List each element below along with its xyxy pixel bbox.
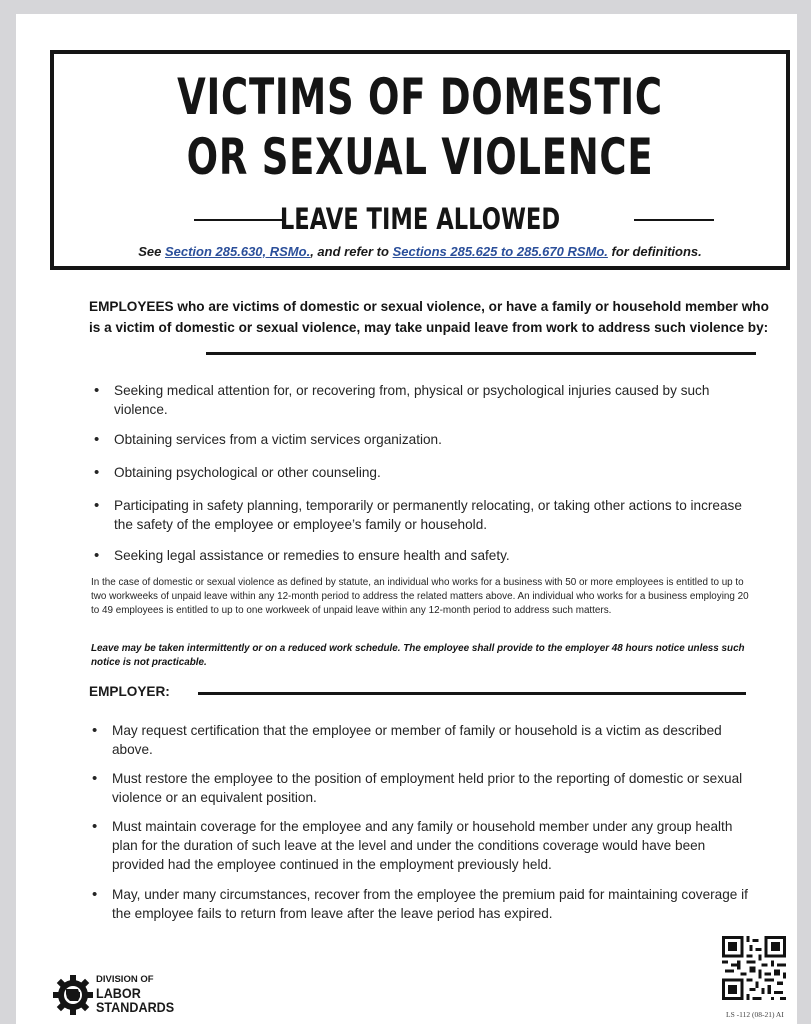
sections-link-285-625-670[interactable]: Sections 285.625 to 285.670 RSMo. [392, 244, 608, 259]
list-item: • Must restore the employee to the position of employment held prior to the reporting of domestic or sexual violence or an equivalent position. [92, 769, 757, 807]
list-item: • Participating in safety planning, temporarily or permanently relocating, or taking other actions to increase the safety of the employee or employee’s family or household. [94, 496, 754, 534]
poster-page [16, 14, 797, 1024]
employees-intro: EMPLOYEES who are victims of domestic or sexual violence, or have a family or household member who is a victim of domestic or sexual violence, may take unpaid leave from work to address such violence by: [89, 299, 769, 335]
list-item: • Obtaining psychological or other counseling. [94, 463, 754, 482]
see-prefix: See [138, 244, 165, 259]
see-middle: , and refer to [310, 244, 393, 259]
employee-leave-reasons [94, 381, 754, 565]
list-item: • May request certification that the employee or member of family or household is a victim as described above. [92, 721, 757, 759]
list-item: • Obtaining services from a victim services organization. [94, 430, 754, 449]
see-suffix: for definitions. [607, 244, 702, 259]
subtitle-row [54, 202, 786, 236]
employer-rule [198, 692, 746, 695]
intro-rule [206, 352, 756, 355]
subtitle: LEAVE TIME ALLOWED [279, 202, 561, 236]
logo-standards: STANDARDS [96, 999, 175, 1015]
division-of-labor-standards-logo [52, 974, 212, 1024]
title-line-1: VICTIMS OF DOMESTIC [177, 68, 663, 126]
form-code: LS -112 (08-21) AI [726, 1010, 784, 1019]
logo-labor: LABOR [96, 985, 141, 1001]
section-link-285-630[interactable]: Section 285.630, RSMo. [164, 244, 311, 259]
title-line-2: OR SEXUAL VIOLENCE [186, 128, 654, 186]
list-item: • May, under many circumstances, recover from the employee the premium paid for maintaining coverage if the employee fails to return from leave after the leave period has expired. [92, 885, 757, 923]
subtitle-rule-right [634, 219, 714, 221]
notice-requirement: Leave may be taken intermittently or on a reduced work schedule. The employee shall provide to the employer 48 hours notice unless such notice is not practicable. [91, 643, 745, 668]
logo-labor-standards [96, 986, 174, 1014]
entitlement-fine-print: In the case of domestic or sexual violence as defined by statute, an individual who works for a business with 50 or more employees is entitled to up to two workweeks of unpaid leave within any 12-month period to address the related matters above. An individual who works for a business employing 20 to 49 employees is entitled to up to one workweek of unpaid leave within any 12-month period to address such matters. [91, 577, 749, 616]
qr-code-icon [722, 936, 786, 1000]
list-item: • Seeking legal assistance or remedies to ensure health and safety. [94, 546, 754, 565]
list-item: • Seeking medical attention for, or recovering from, physical or psychological injuries caused by such violence. [94, 381, 754, 419]
title-box [50, 50, 790, 270]
logo-division-of: DIVISION OF [96, 974, 154, 985]
employer-heading: EMPLOYER: [89, 684, 170, 699]
statute-reference [54, 244, 786, 259]
gear-state-icon [52, 974, 94, 1016]
list-item: • Must maintain coverage for the employee and any family or household member under any group health plan for the duration of such leave at the level and under the conditions coverage would have been provided had the employee continued in the employment previously held. [92, 817, 757, 874]
employer-rights-list [92, 721, 757, 933]
